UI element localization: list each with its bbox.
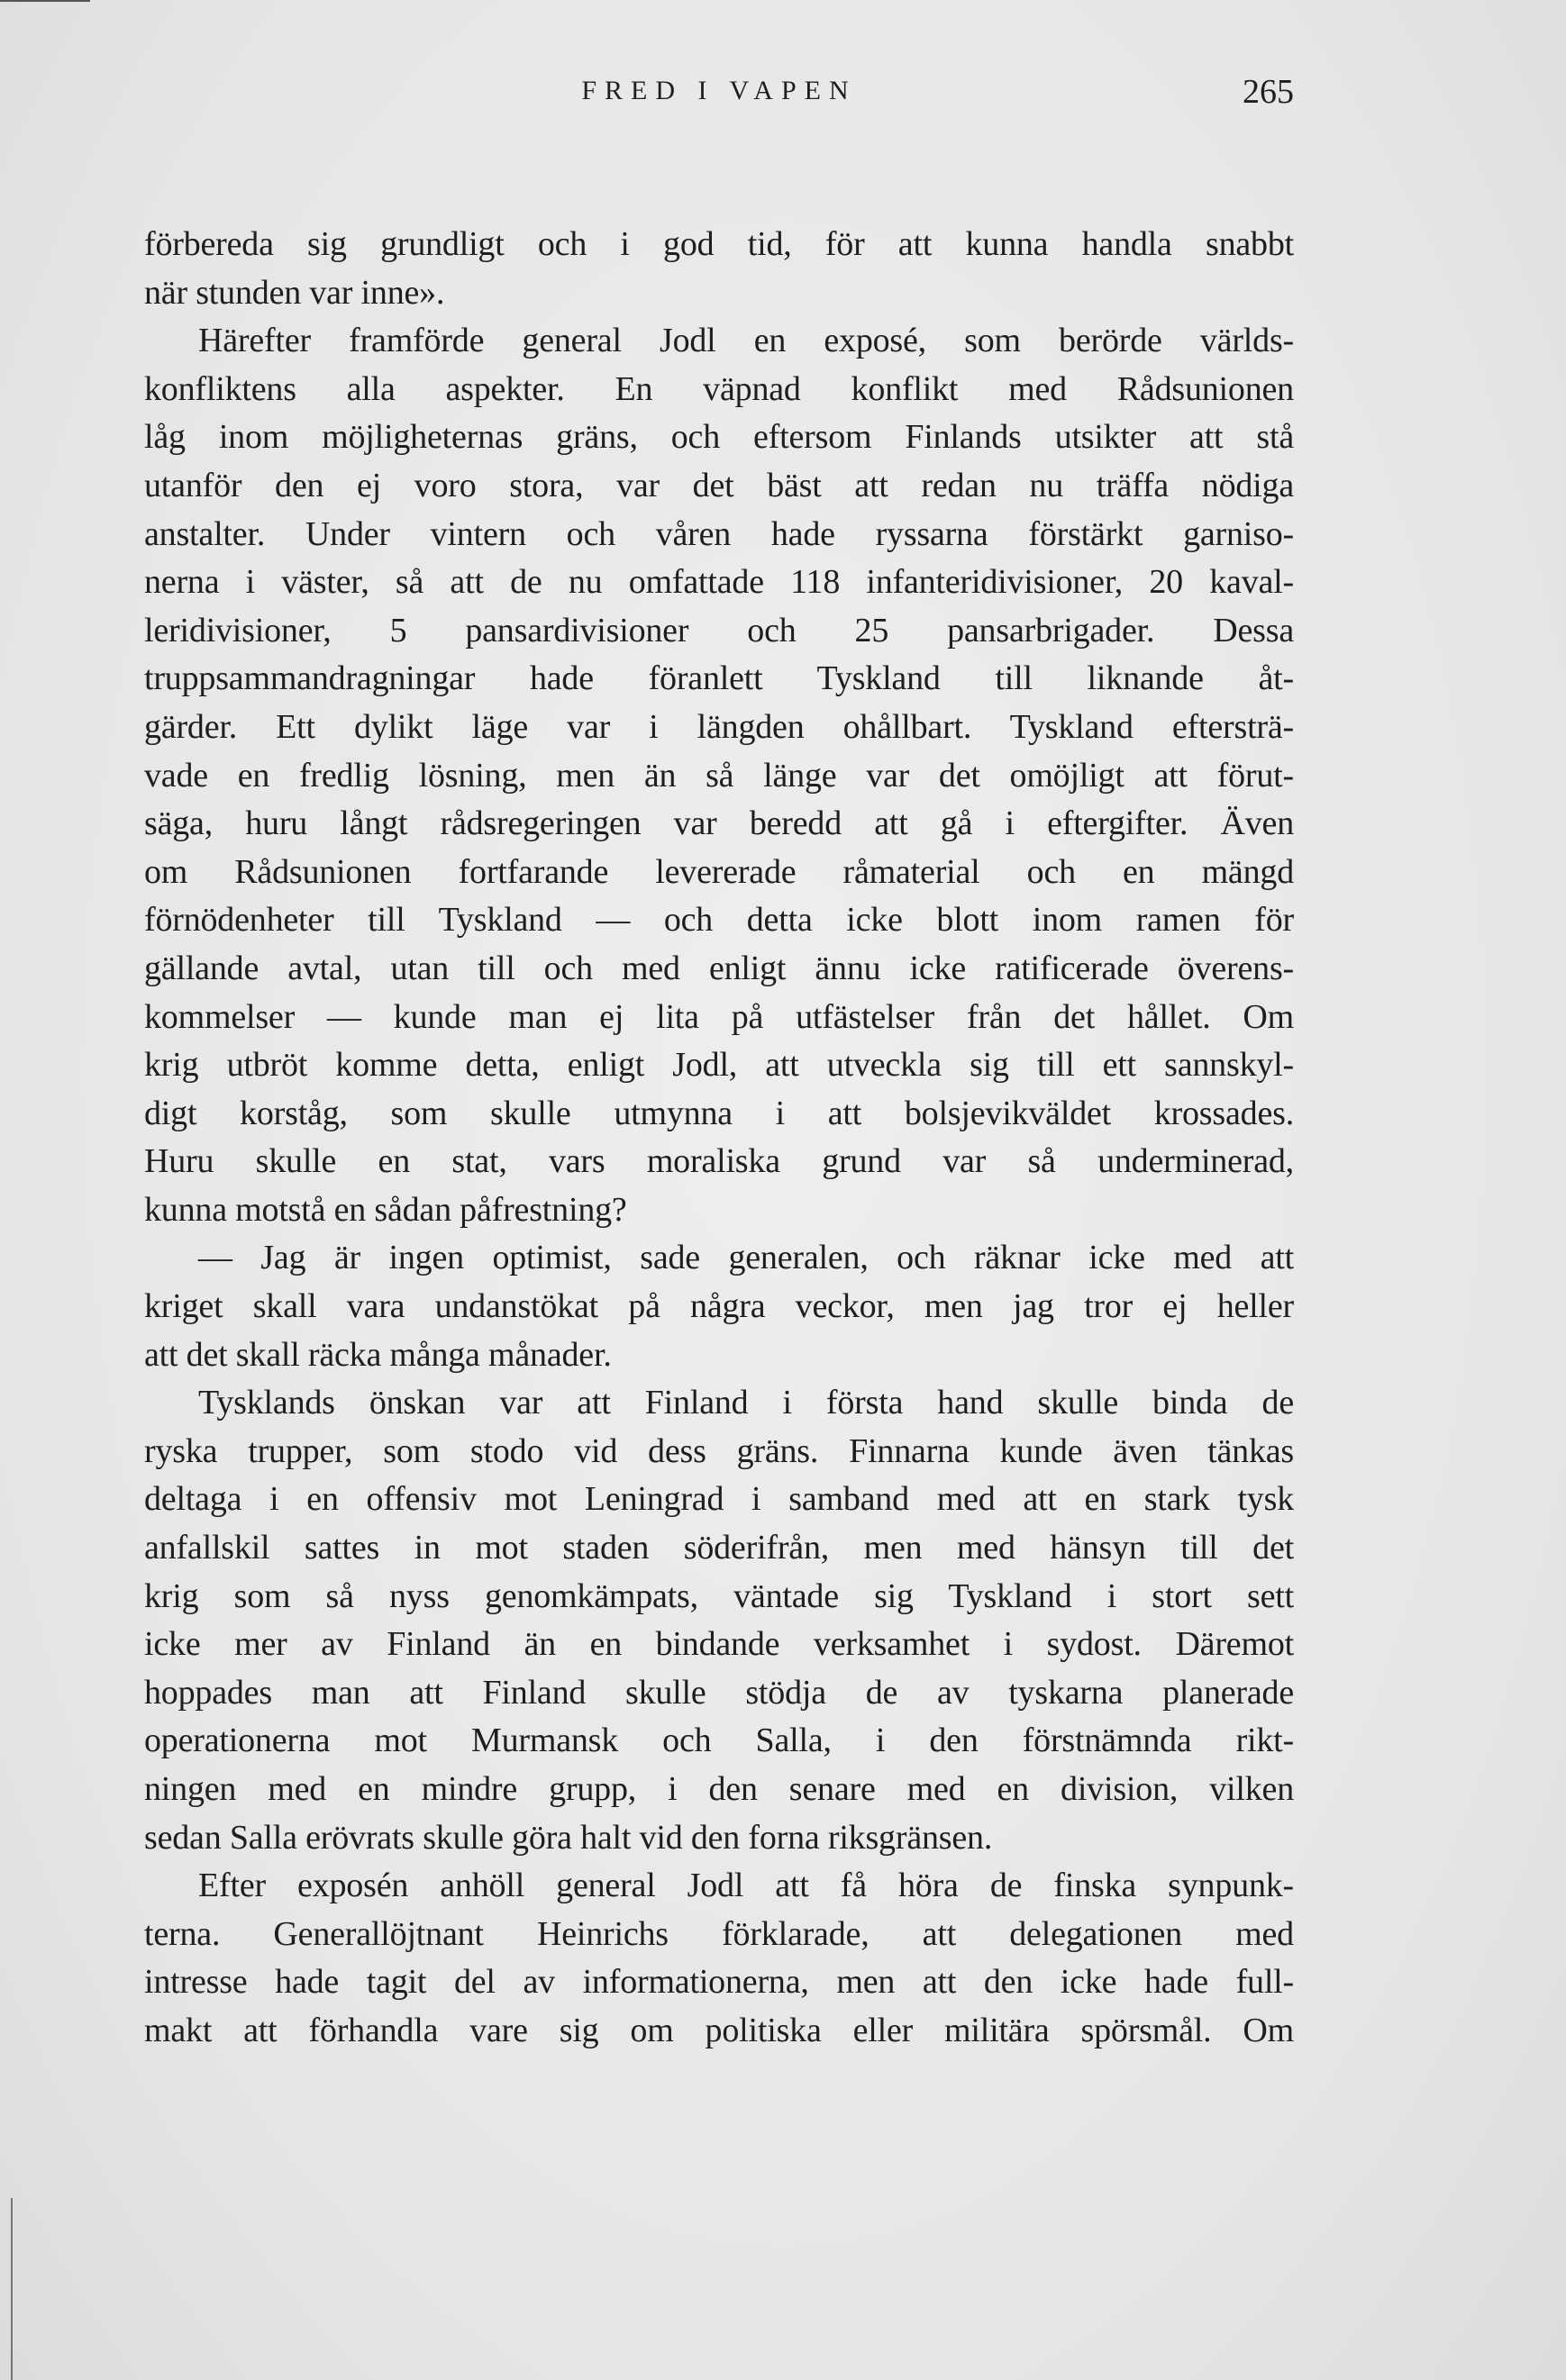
- text-line: kriget skall vara undanstökat på några veckor, men jag tror ej heller: [144, 1287, 1294, 1326]
- text-line: gällande avtal, utan till och med enligt ännu icke ratificerade överens-: [144, 949, 1294, 987]
- text-line: leridivisioner, 5 pansardivisioner och 25 pansarbrigader. Dessa: [144, 611, 1294, 650]
- text-line: om Rådsunionen fortfarande levererade råmaterial och en mängd: [144, 852, 1294, 891]
- scan-edge-line: [0, 0, 90, 2]
- text-line: Efter exposén anhöll general Jodl att få höra de finska synpunk-: [198, 1867, 1294, 1905]
- text-line: krig utbröt komme detta, enligt Jodl, att utveckla sig till ett sannskyl-: [144, 1046, 1294, 1085]
- text-line: Huru skulle en stat, vars moraliska grund var så underminerad,: [144, 1142, 1294, 1181]
- text-line: — Jag är ingen optimist, sade generalen, och räknar icke med att: [198, 1239, 1294, 1277]
- text-line: anfallskil sattes in mot staden söderifrån, men med hänsyn till det: [144, 1529, 1294, 1567]
- text-line: ryska trupper, som stodo vid dess gräns. Finnarna kunde även tänkas: [144, 1431, 1294, 1470]
- text-line: deltaga i en offensiv mot Leningrad i samband med att en stark tysk: [144, 1480, 1294, 1519]
- text-line: sedan Salla erövrats skulle göra halt vid den forna riksgränsen.: [144, 1818, 993, 1857]
- text-line: när stunden var inne».: [144, 273, 445, 312]
- text-line: anstalter. Under vintern och våren hade ryssarna förstärkt garniso-: [144, 514, 1294, 553]
- text-line: krig som så nyss genomkämpats, väntade sig Tyskland i stort sett: [144, 1576, 1294, 1615]
- body-text: [144, 221, 1294, 2056]
- text-line: makt att förhandla vare sig om politiska eller militära spörsmål. Om: [144, 2011, 1294, 2049]
- page-number: 265: [1243, 73, 1294, 111]
- text-line: säga, huru långt rådsregeringen var beredd att gå i eftergifter. Även: [144, 804, 1294, 843]
- text-line: intresse hade tagit del av informationerna, men att den icke hade full-: [144, 1963, 1294, 2002]
- text-line: nerna i väster, så att de nu omfattade 118 infanteridivisioner, 20 kaval-: [144, 563, 1294, 602]
- text-line: utanför den ej voro stora, var det bäst att redan nu träffa nödiga: [144, 466, 1294, 504]
- text-line: förnödenheter till Tyskland — och detta icke blott inom ramen för: [144, 901, 1294, 940]
- text-line: Härefter framförde general Jodl en exposé, som berörde världs-: [198, 322, 1294, 360]
- text-line: icke mer av Finland än en bindande verksamhet i sydost. Däremot: [144, 1625, 1294, 1664]
- text-line: digt korståg, som skulle utmynna i att bolsjevikväldet krossades.: [144, 1094, 1294, 1132]
- text-line: kunna motstå en sådan påfrestning?: [144, 1190, 627, 1229]
- text-line: Tysklands önskan var att Finland i första hand skulle binda de: [198, 1384, 1294, 1422]
- text-line: att det skall räcka många månader.: [144, 1335, 612, 1374]
- running-head-title: FRED I VAPEN: [581, 76, 857, 105]
- text-line: truppsammandragningar hade föranlett Tyskland till liknande åt-: [144, 659, 1294, 698]
- text-line: kommelser — kunde man ej lita på utfästelser från det hållet. Om: [144, 997, 1294, 1036]
- text-line: förbereda sig grundligt och i god tid, för att kunna handla snabbt: [144, 225, 1294, 263]
- text-line: vade en fredlig lösning, men än så länge var det omöjligt att förut-: [144, 756, 1294, 795]
- text-line: låg inom möjligheternas gräns, och eftersom Finlands utsikter att stå: [144, 418, 1294, 457]
- text-line: ningen med en mindre grupp, i den senare med en division, vilken: [144, 1770, 1294, 1808]
- text-line: gärder. Ett dylikt läge var i längden ohållbart. Tyskland eftersträ-: [144, 707, 1294, 746]
- running-head: [144, 68, 1294, 114]
- text-line: operationerna mot Murmansk och Salla, i den förstnämnda rikt-: [144, 1721, 1294, 1760]
- text-line: konfliktens alla aspekter. En väpnad konflikt med Rådsunionen: [144, 369, 1294, 408]
- scan-edge-line: [11, 2198, 13, 2380]
- text-line: terna. Generallöjtnant Heinrichs förklarade, att delegationen med: [144, 1914, 1294, 1953]
- text-line: hoppades man att Finland skulle stödja de av tyskarna planerade: [144, 1673, 1294, 1712]
